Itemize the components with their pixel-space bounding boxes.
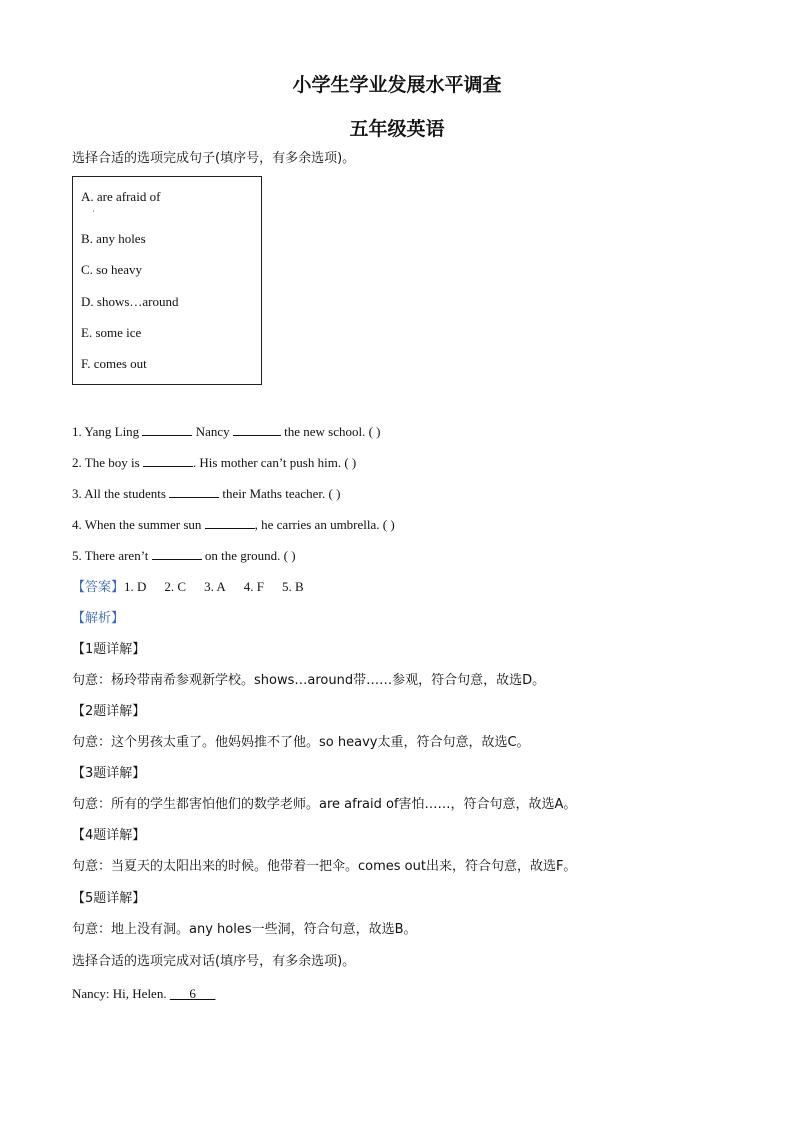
answer-5: 5. B: [281, 579, 304, 594]
detail-1-text: 句意：杨玲带南希参观新学校。shows…around带……参观，符合句意，故选D。: [72, 673, 546, 688]
question-4: 4. When the summer sun , he carries an umbrella. ( ): [72, 517, 395, 532]
answer-blank: [169, 485, 219, 498]
answer-line: [72, 578, 322, 597]
options-box: [72, 176, 262, 385]
answer-3: 3. A: [204, 579, 226, 594]
analysis-tag: 【解析】: [72, 611, 125, 626]
detail-5-heading: 【5题详解】: [72, 891, 146, 906]
answer-2: 2. C: [164, 579, 187, 594]
question-3: 3. All the students their Maths teacher. ( ): [72, 486, 341, 501]
section2-instruction: 选择合适的选项完成对话(填序号，有多余选项)。: [72, 954, 356, 969]
detail-5-text: 句意：地上没有洞。any holes一些洞，符合句意，故选B。: [72, 922, 417, 937]
question-2: 2. The boy is . His mother can’t push him. ( ): [72, 455, 357, 470]
detail-1-heading: 【1题详解】: [72, 642, 146, 657]
answer-blank: [142, 423, 192, 436]
detail-4-heading: 【4题详解】: [72, 828, 146, 843]
document-subtitle: 五年级英语: [349, 118, 445, 140]
answer-blank: [233, 423, 281, 436]
document-title: 小学生学业发展水平调查: [292, 74, 502, 96]
option-e: E. some ice: [81, 325, 142, 340]
option-f: F. comes out: [81, 356, 147, 371]
question-5: 5. There aren’t on the ground. ( ): [72, 548, 296, 563]
question-1: 1. Yang Ling Nancy the new school. ( ): [72, 424, 381, 439]
option-c: C. so heavy: [81, 262, 143, 277]
option-a: A. are afraid of: [81, 189, 161, 204]
option-d: D. shows…around: [81, 294, 179, 309]
answer-1: 1. D: [124, 579, 147, 594]
answer-blank: [143, 454, 193, 467]
option-b: B. any holes: [81, 231, 146, 246]
dialogue-line-1: Nancy: Hi, Helen. ___6___: [72, 986, 216, 1001]
answer-blank: [152, 547, 202, 560]
section1-instruction: 选择合适的选项完成句子(填序号，有多余选项)。: [72, 151, 356, 166]
answer-tag: 【答案】: [72, 580, 125, 595]
detail-2-heading: 【2题详解】: [72, 704, 146, 719]
answer-blank: [205, 516, 255, 529]
detail-4-text: 句意：当夏天的太阳出来的时候。他带着一把伞。comes out出来，符合句意，故选F。: [72, 859, 577, 874]
blank-6: ___6___: [169, 986, 216, 1001]
detail-2-text: 句意：这个男孩太重了。他妈妈推不了他。so heavy太重，符合句意，故选C。: [72, 735, 530, 750]
option-a-dot: ·: [92, 207, 95, 216]
answer-4: 4. F: [243, 579, 264, 594]
detail-3-text: 句意：所有的学生都害怕他们的数学老师。are afraid of害怕……，符合句意，故选A。: [72, 797, 577, 812]
detail-3-heading: 【3题详解】: [72, 766, 146, 781]
